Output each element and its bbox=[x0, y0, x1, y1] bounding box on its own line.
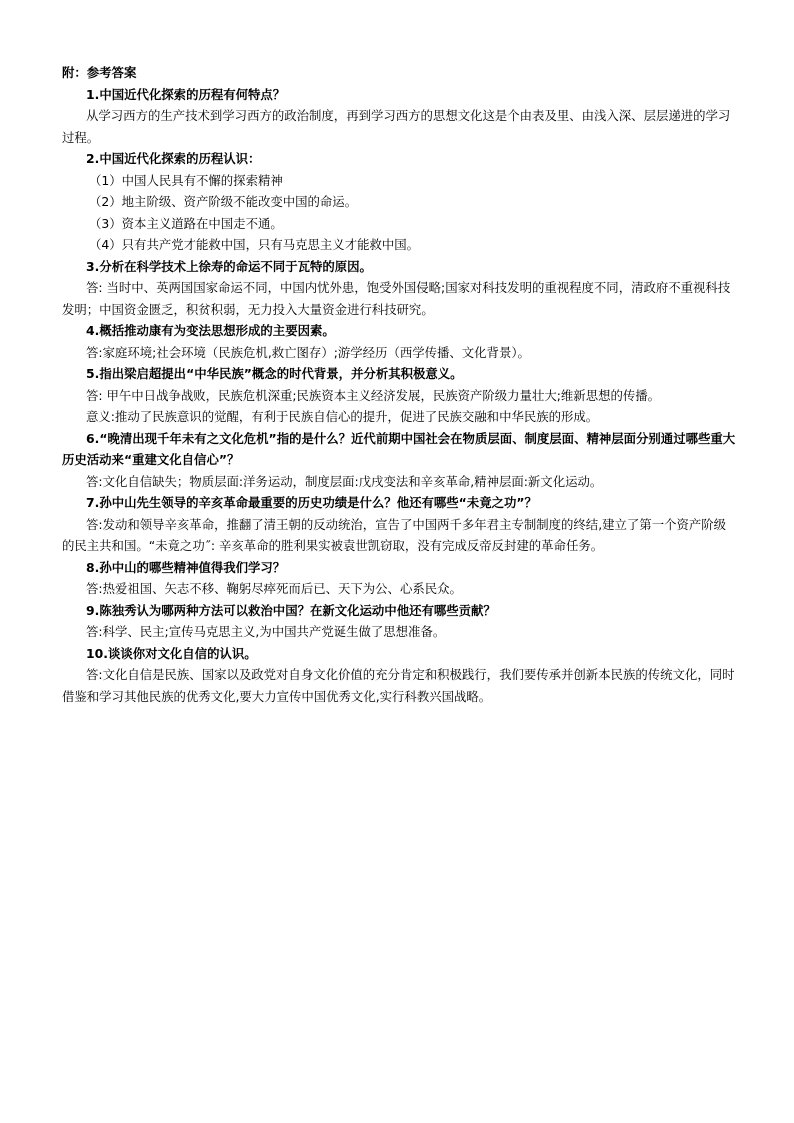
answer-2-item-4: （4）只有共产党才能救中国，只有马克思主义才能救中国。 bbox=[89, 237, 420, 252]
document-heading: 附：参考答案 bbox=[62, 65, 137, 80]
question-10: 10.谈谈你对文化自信的认识。 bbox=[86, 645, 257, 661]
question-8: 8.孙中山的哪些精神值得我们学习？ bbox=[86, 559, 286, 575]
answer-6: 答:文化自信缺失；物质层面:洋务运动，制度层面:戊戌变法和辛亥革命,精神层面:新文化运动。 bbox=[86, 473, 603, 489]
answer-document bbox=[62, 62, 736, 707]
question-7: 7.孙中山先生领导的辛亥革命最重要的历史功绩是什么？他还有哪些“未竟之功”？ bbox=[86, 495, 537, 510]
question-3: 3.分析在科学技术上徐寿的命运不同于瓦特的原因。 bbox=[86, 258, 372, 274]
question-2: 2.中国近代化探索的历程认识： bbox=[86, 151, 261, 166]
answer-2-item-1: （1）中国人民具有不懈的探索精神 bbox=[89, 172, 283, 188]
answer-8: 答:热爱祖国、矢志不移、鞠躬尽瘁死而后已、天下为公、心系民众。 bbox=[86, 581, 462, 596]
answer-7: 答:发动和领导辛亥革命，推翻了清王朝的反动统治，宣告了中国两千多年君主专制制度的终结,建立了第一个资产阶级的民主共和国。“未竟之功˝: 辛亥革命的胜利果实被袁世凯窃取，没有完成反帝反封建的革命任务。 bbox=[62, 516, 727, 553]
answer-4: 答:家庭环境;社会环境（民族危机,救亡图存）;游学经历（西学传播、文化背景）。 bbox=[86, 344, 530, 360]
answer-1: 从学习西方的生产技术到学习西方的政治制度，再到学习西方的思想文化这是个由表及里、由浅入深、层层递进的学习过程。 bbox=[62, 108, 731, 145]
answer-3: 答: 当时中、英两国国家命运不同，中国内忧外患，饱受外国侵略;国家对科技发明的重视程度不同，清政府不重视科技发明；中国资金匮乏，积贫积弱，无力投入大量资金进行科技研究。 bbox=[62, 280, 731, 317]
answer-2-item-2: （2）地主阶级、资产阶级不能改变中国的命运。 bbox=[89, 194, 358, 209]
answer-5-significance: 意义:推动了民族意识的觉醒，有利于民族自信心的提升，促进了民族交融和中华民族的形成。 bbox=[86, 409, 599, 424]
answer-2-item-3: （3）资本主义道路在中国走不通。 bbox=[89, 215, 283, 231]
question-9: 9.陈独秀认为哪两种方法可以救治中国？在新文化运动中他还有哪些贡献？ bbox=[86, 602, 496, 618]
question-4: 4.概括推动康有为变法思想形成的主要因素。 bbox=[86, 323, 335, 338]
answer-5-background: 答: 甲午中日战争战败，民族危机深重;民族资本主义经济发展，民族资产阶级力量壮大;维新思想的传播。 bbox=[86, 387, 661, 403]
question-6: 6.“晚清出现千年未有之文化危机”指的是什么？近代前期中国社会在物质层面、制度层面、精神层面分别通过哪些重大历史活动来“重建文化自信心”？ bbox=[62, 430, 736, 467]
question-1: 1.中国近代化探索的历程有何特点？ bbox=[86, 86, 286, 102]
question-5: 5.指出梁启超提出“中华民族”概念的时代背景，并分析其积极意义。 bbox=[86, 366, 463, 381]
answer-10: 答:文化自信是民族、国家以及政党对自身文化价值的充分肯定和积极践行，我们要传承并创新本民族的传统文化，同时借鉴和学习其他民族的优秀文化,要大力宣传中国优秀文化,实行科教兴国战略。 bbox=[62, 667, 735, 704]
answer-9: 答:科学、民主;宣传马克思主义,为中国共产党诞生做了思想准备。 bbox=[86, 624, 446, 639]
